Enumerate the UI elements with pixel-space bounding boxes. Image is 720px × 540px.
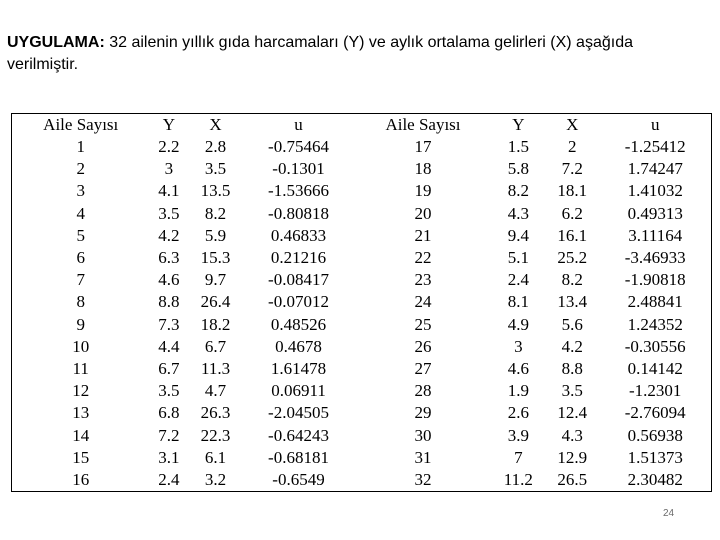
table-cell: -0.6549 [272, 469, 325, 489]
table-cell: 23 [414, 270, 432, 290]
table-cell: 4.1 [158, 181, 180, 201]
table-cell: 18.2 [200, 314, 231, 334]
table-cell: 5.9 [204, 225, 227, 245]
table-row [12, 358, 711, 380]
table-cell: 1 [76, 137, 85, 157]
table-cell: 0.56938 [627, 425, 683, 445]
table-cell: 10 [72, 336, 90, 356]
table-cell: 15.3 [200, 248, 231, 268]
table-cell: 8 [76, 292, 85, 312]
table-cell: 12.4 [557, 403, 588, 423]
table-cell: 8.2 [204, 203, 227, 223]
table-cell: 31 [414, 447, 432, 467]
table-cell: 0.21216 [270, 248, 327, 268]
table-cell: 3.11164 [628, 225, 683, 245]
table-row [12, 269, 711, 291]
table-cell: 32 [414, 469, 432, 489]
table-cell: 4.2 [561, 336, 583, 356]
table-cell: 4.3 [561, 425, 583, 445]
table-cell: 8.8 [158, 292, 180, 312]
table-cell: 28 [414, 381, 432, 401]
table-cell: 7 [76, 270, 85, 290]
table-row [12, 247, 711, 269]
table-cell: 25.2 [557, 248, 588, 268]
table-cell: -1.25412 [624, 137, 686, 157]
table-row [12, 314, 711, 336]
table-row [12, 380, 711, 402]
table-cell: 9 [76, 314, 85, 334]
table-cell: -1.2301 [629, 381, 682, 401]
table-cell: 0.06911 [271, 381, 326, 401]
table-cell: 2.8 [204, 137, 227, 157]
table-cell: -0.64243 [268, 425, 329, 445]
column-header: u [294, 115, 303, 134]
table-cell: 7.2 [158, 425, 180, 445]
data-table-frame [11, 113, 712, 492]
table-row [12, 402, 711, 424]
table-cell: 4.9 [507, 314, 529, 334]
table-cell: -0.75464 [268, 137, 329, 157]
table-cell: 4 [76, 203, 85, 223]
table-cell: 14 [72, 425, 90, 445]
table-row [12, 158, 711, 180]
table-cell: 8.1 [507, 292, 529, 312]
slide-heading [7, 32, 707, 76]
table-cell: 4.3 [507, 203, 529, 223]
table-header-row [12, 114, 711, 136]
table-cell: 1.51373 [627, 447, 683, 467]
table-cell: -0.68181 [268, 447, 329, 467]
table-cell: -0.80818 [268, 203, 329, 223]
table-cell: 0.46833 [270, 225, 327, 245]
table-cell: 3.5 [204, 159, 227, 179]
table-cell: -2.76094 [624, 403, 686, 423]
table-cell: 17 [414, 137, 432, 157]
column-header: Y [512, 115, 525, 134]
table-cell: 2.4 [507, 270, 529, 290]
table-cell: 11.3 [200, 358, 231, 378]
table-cell: 3.9 [507, 425, 529, 445]
table-cell: 3.5 [561, 381, 583, 401]
column-header: u [650, 115, 660, 134]
table-cell: 15 [72, 447, 90, 467]
column-header: Y [162, 115, 176, 134]
table-cell: 26.5 [557, 469, 588, 489]
table-cell: 27 [414, 358, 432, 378]
table-cell: 2.6 [507, 403, 529, 423]
table-cell: 5.6 [561, 314, 583, 334]
table-cell: -3.46933 [624, 248, 686, 268]
table-cell: 1.74247 [627, 159, 683, 179]
table-cell: 4.7 [204, 381, 227, 401]
table-cell: -2.04505 [268, 403, 329, 423]
table-row [12, 469, 711, 491]
table-row [12, 336, 711, 358]
table-cell: 12 [72, 381, 90, 401]
table-body [12, 136, 711, 491]
table-cell: 2.48841 [627, 292, 683, 312]
table-cell: 26 [414, 336, 432, 356]
table-cell: 6 [76, 248, 85, 268]
table-cell: 7.3 [158, 314, 180, 334]
table-cell: 30 [414, 425, 432, 445]
table-cell: 2.30482 [627, 469, 683, 489]
table-cell: 1.41032 [627, 181, 683, 201]
table-cell: 11.2 [503, 469, 533, 489]
table-cell: 3 [514, 336, 523, 356]
table-cell: 3.1 [158, 447, 180, 467]
table-cell: 0.49313 [627, 203, 683, 223]
table-row [12, 203, 711, 225]
table-cell: 4.6 [507, 358, 529, 378]
table-cell: 13 [72, 403, 90, 423]
table-cell: 2 [567, 137, 577, 157]
table-cell: -1.53666 [268, 181, 329, 201]
table-cell: 16.1 [557, 225, 588, 245]
table-cell: -0.1301 [272, 159, 325, 179]
page-number: 24 [663, 508, 675, 519]
table-cell: 5.8 [507, 159, 529, 179]
table-cell: 3 [164, 159, 174, 179]
table-cell: 9.7 [204, 270, 227, 290]
table-cell: 6.7 [158, 358, 180, 378]
table-cell: 16 [72, 469, 90, 489]
table-cell: 6.2 [561, 203, 583, 223]
table-cell: 25 [414, 314, 432, 334]
table-cell: 20 [414, 203, 432, 223]
heading-label: UYGULAMA: [7, 34, 105, 51]
table-cell: 0.48526 [270, 314, 327, 334]
table-cell: 13.4 [557, 292, 588, 312]
table-cell: 24 [414, 292, 432, 312]
table-cell: 6.1 [204, 447, 227, 467]
table-row [12, 447, 711, 469]
table-cell: 29 [414, 403, 432, 423]
table-cell: 12.9 [557, 447, 588, 467]
table-cell: 9.4 [507, 225, 529, 245]
table-cell: 26.4 [200, 292, 231, 312]
table-cell: 22.3 [200, 425, 231, 445]
table-cell: 18 [414, 159, 432, 179]
table-cell: 4.6 [158, 270, 180, 290]
table-cell: 13.5 [200, 181, 231, 201]
column-header: X [209, 115, 222, 134]
table-cell: 6.8 [158, 403, 180, 423]
table-row [12, 136, 711, 158]
table-cell: 5 [76, 225, 85, 245]
table-row [12, 291, 711, 313]
table-cell: 1.24352 [627, 314, 683, 334]
column-header: Aile Sayısı [43, 115, 119, 134]
table-cell: 3 [76, 181, 85, 201]
table-cell: -0.30556 [624, 336, 686, 356]
table-cell: 1.61478 [270, 358, 327, 378]
table-cell: 4.4 [158, 336, 180, 356]
table-cell: 7.2 [561, 159, 583, 179]
table-cell: 18.1 [557, 181, 588, 201]
table-cell: 8.2 [507, 181, 529, 201]
table-cell: 8.8 [561, 358, 583, 378]
heading-text: 32 ailenin yıllık gıda harcamaları (Y) ve aylık ortalama gelirleri (X) aşağıda verilmiştir. [7, 34, 633, 73]
table-cell: 11 [72, 358, 89, 378]
column-header: Aile Sayısı [385, 115, 461, 134]
table-cell: 5.1 [507, 248, 529, 268]
table-cell: 7 [514, 447, 523, 467]
table-cell: -0.08417 [268, 270, 329, 290]
table-cell: -0.07012 [268, 292, 329, 312]
table-cell: 4.2 [158, 225, 180, 245]
table-cell: 6.3 [158, 248, 180, 268]
table-cell: 3.2 [204, 469, 227, 489]
data-table [12, 114, 711, 491]
table-cell: 22 [414, 248, 432, 268]
table-cell: 2.4 [158, 469, 180, 489]
table-cell: 0.14142 [627, 358, 683, 378]
table-cell: 2.2 [158, 137, 180, 157]
table-cell: 26.3 [200, 403, 231, 423]
table-cell: 3.5 [158, 381, 180, 401]
table-cell: 8.2 [561, 270, 583, 290]
table-row [12, 180, 711, 202]
table-cell: 0.4678 [275, 336, 322, 356]
table-cell: 21 [414, 225, 432, 245]
table-cell: 1.9 [507, 381, 529, 401]
table-cell: -1.90818 [624, 270, 686, 290]
column-header: X [566, 115, 579, 134]
table-cell: 3.5 [158, 203, 180, 223]
table-cell: 19 [414, 181, 432, 201]
table-row [12, 424, 711, 446]
table-cell: 1.5 [507, 137, 529, 157]
table-cell: 6.7 [204, 336, 227, 356]
table-row [12, 225, 711, 247]
table-cell: 2 [76, 159, 85, 179]
